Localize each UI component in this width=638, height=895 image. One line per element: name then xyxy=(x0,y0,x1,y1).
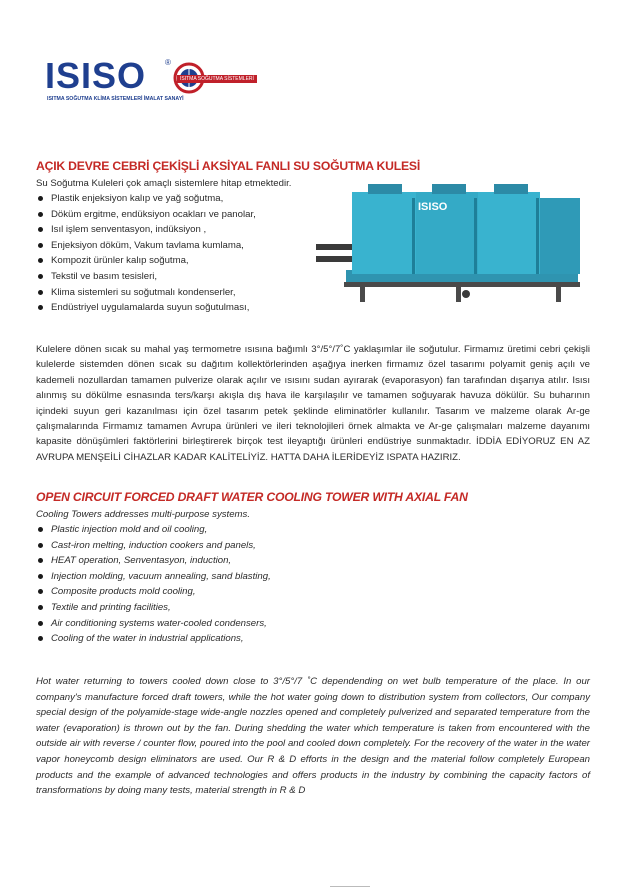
list-item: Injection molding, vacuum annealing, sand blasting, xyxy=(36,569,592,585)
cooling-tower-image xyxy=(316,184,601,310)
list-item: Enjeksiyon döküm, Vakum tavlama kumlama, xyxy=(36,238,592,254)
bullet-icon xyxy=(38,305,43,310)
product-brand-label: ISISO xyxy=(418,201,448,213)
en-title: OPEN CIRCUIT FORCED DRAFT WATER COOLING TOWER WITH AXIAL FAN xyxy=(36,490,468,504)
bullet-icon xyxy=(38,527,43,532)
en-intro: Cooling Towers addresses multi-purpose systems. xyxy=(36,509,250,520)
list-item: Plastic injection mold and oil cooling, xyxy=(36,522,592,538)
cooling-tower-illustration xyxy=(316,184,601,310)
footer-divider xyxy=(330,886,370,887)
bullet-icon xyxy=(38,196,43,201)
bullet-icon xyxy=(38,212,43,217)
bullet-icon xyxy=(38,636,43,641)
en-list xyxy=(36,522,592,647)
tr-intro: Su Soğutma Kuleleri çok amaçlı sistemlere hitap etmektedir. xyxy=(36,178,292,189)
bullet-icon xyxy=(38,574,43,579)
list-item: Isıl işlem senventasyon, indüksiyon , xyxy=(36,222,592,238)
bullet-icon xyxy=(38,589,43,594)
logo-wordmark: ISISO xyxy=(45,55,147,96)
list-item: Cooling of the water in industrial applications, xyxy=(36,631,592,647)
company-logo xyxy=(45,55,254,106)
list-item: Cast-iron melting, induction cookers and panels, xyxy=(36,538,592,554)
tr-title: AÇIK DEVRE CEBRİ ÇEKİŞLİ AKSİYAL FANLI SU SOĞUTMA KULESİ xyxy=(36,159,421,173)
list-item: Döküm ergitme, endüksiyon ocakları ve panolar, xyxy=(36,207,592,223)
bullet-icon xyxy=(38,621,43,626)
bullet-icon xyxy=(38,227,43,232)
bullet-icon xyxy=(38,605,43,610)
logo-registered-mark: ® xyxy=(165,58,171,67)
list-item: Klima sistemleri su soğutmalı kondenserler, xyxy=(36,285,592,301)
list-item: Endüstriyel uygulamalarda suyun soğutulması, xyxy=(36,300,592,316)
bullet-icon xyxy=(38,243,43,248)
bullet-icon xyxy=(38,543,43,548)
list-item: Textile and printing facilities, xyxy=(36,600,592,616)
bullet-icon xyxy=(38,290,43,295)
logo-subtitle: ISITMA SOĞUTMA KLİMA SİSTEMLERİ İMALAT SANAYİ xyxy=(47,96,184,102)
list-item: Composite products mold cooling, xyxy=(36,584,592,600)
logo-banner: ISITMA SOĞUTMA SİSTEMLERİ xyxy=(177,75,257,83)
bullet-icon xyxy=(38,274,43,279)
list-item: Kompozit ürünler kalıp soğutma, xyxy=(36,253,592,269)
tr-paragraph: Kulelere dönen sıcak su mahal yaş termometre ısısına bağımlı 3°/5°/7˚C yaklaşımlar ile soğutulur. Firmamız üretimi cebri çekişli kulelerde sistemden dönen sıcak su dağıtım kollektörlerinden aşağıya inerken firmamız özel tasarımı polyamit geniş açılı ve kademeli nozullardan tamamen pulverize olarak açılır ve ısısını sudan ayırarak (evaporasyon) fan tarafından dışarıya atılır. Isısı alınmış su dökülme esnasında ters/karşı akışla dış hava ile karşılaşılır ve tamamen soğuyarak havuza dökülür. Su buharının içindeki suyun geri kazanılması için özel tasarım petek şeklinde eliminatörler kullanılır. Tasarım ve malzeme olarak Ar-ge çalışmalarında Firmamız tamamen Avrupa ürünleri ve ileri teknolojileri örnek almakta ve Ar-ge çalışmaları malzeme dayanımı kapasite dönüşümleri faktörlerini birleştirerek birçok test ileyaptığı ürünleri endüstriye sunmaktadır. İDDİA EDİYORUZ EN AZ AVRUPA MENŞEİLİ CİHAZLAR KADAR KALİTELİYİZ. HATTA DAHA İLERİDEYİZ ISPATA HAZIRIZ. xyxy=(36,344,590,463)
bullet-icon xyxy=(38,258,43,263)
en-paragraph: Hot water returning to towers cooled down close to 3°/5°/7 ˚C dependending on wet bulb temperature of the place. In our company's manufacture forced draft towers, while the hot water going down to distribution system from collectors, Our company special design of the polyamide-stage wide-angle nozzles opened and completely pulverized and separated temperature from the water (evaporation) is thrown out by the fan. During shedding the water which temperature is taken from encountered with the outside air with reverse / counter flow, poured into the pool and cooled down completely. For the recovery of the water in the water vapor honeycomb design eliminators are used. Our R & D efforts in the design and the material follow completely European products and the example of advanced technologies and offers products in the industry by combining the capacity factors of transformations by doing many tests, material strength in R & D xyxy=(36,676,590,797)
list-item: HEAT operation, Senventasyon, induction, xyxy=(36,553,592,569)
list-item: Tekstil ve basım tesisleri, xyxy=(36,269,592,285)
list-item: Plastik enjeksiyon kalıp ve yağ soğutma, xyxy=(36,191,592,207)
list-item: Air conditioning systems water-cooled condensers, xyxy=(36,616,592,632)
bullet-icon xyxy=(38,558,43,563)
en-section xyxy=(36,490,592,647)
